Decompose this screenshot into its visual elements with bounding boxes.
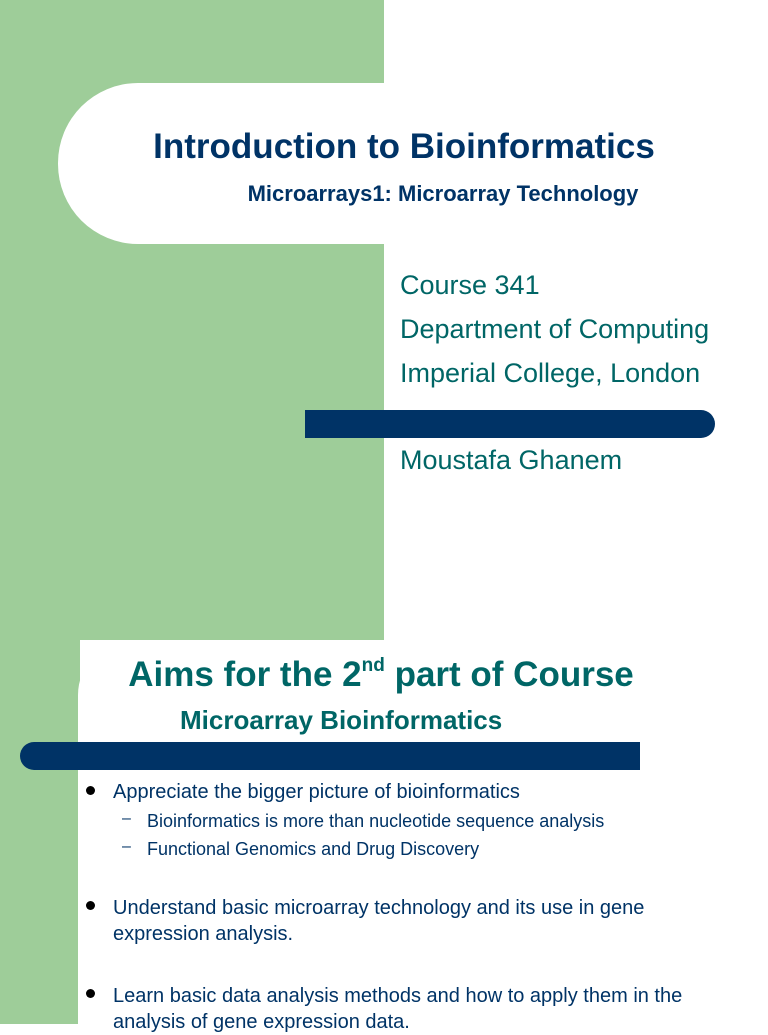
bullet-text-line2: analysis of gene expression data. [113,1011,410,1033]
bullet-text-line2: expression analysis. [113,923,294,945]
slide2-subtitle: Microarray Bioinformatics [180,705,503,735]
slide2-title-superscript: nd [361,655,385,676]
sub-bullet-dash: – [122,810,131,827]
slide2-panel [78,640,768,1024]
bullet-dot [86,901,95,910]
slide1-title: Introduction to Bioinformatics [153,127,655,166]
slide2-title-end: part of Course [384,655,634,694]
course-number: Course 341 [400,270,540,300]
bullet-dot [86,786,95,795]
bullet-dot [86,989,95,998]
department: Department of Computing [400,314,710,344]
slide2-accent-bar [20,742,640,770]
bullet-text: Appreciate the bigger picture of bioinformatics [113,781,520,803]
author-name: Moustafa Ghanem [400,445,623,475]
slide1-accent-bar [305,410,715,438]
slide2-green-band [0,640,80,1024]
slide2-title [78,655,684,695]
sub-bullet-text: Functional Genomics and Drug Discovery [147,839,480,859]
sub-bullet-dash: – [122,838,131,855]
bullet-text-line1: Understand basic microarray technology and its use in gene [113,897,645,919]
slide1-subtitle: Microarrays1: Microarray Technology [247,181,639,206]
sub-bullet-text: Bioinformatics is more than nucleotide sequence analysis [147,811,605,831]
slide2-title-start: Aims for the 2 [128,655,362,694]
bullet-text-line1: Learn basic data analysis methods and how to apply them in the [113,985,683,1007]
college: Imperial College, London [400,358,701,388]
